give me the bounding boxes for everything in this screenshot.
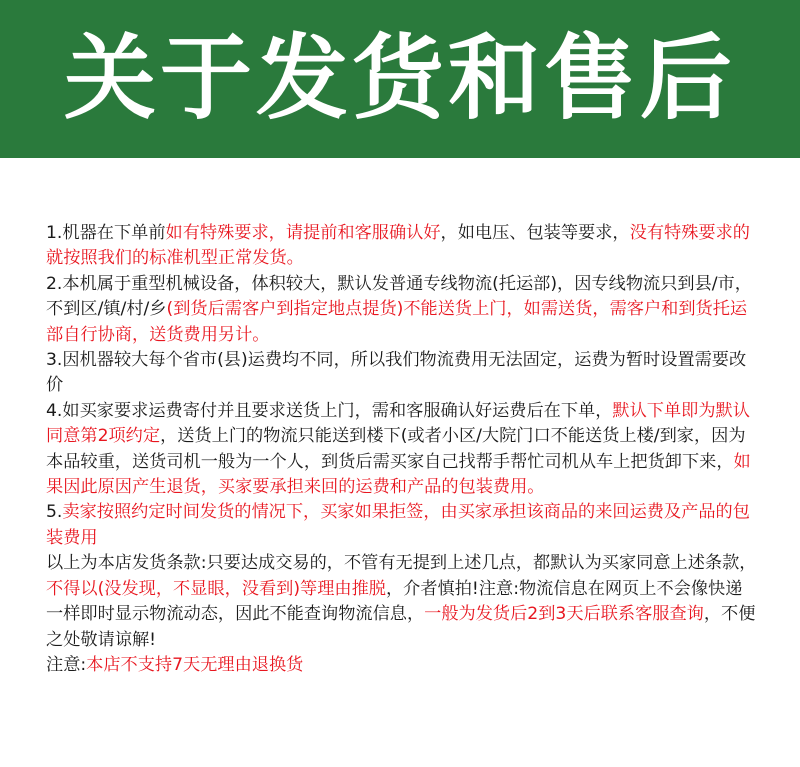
notice-summary [46,551,758,653]
notice-item-4 [46,399,758,501]
notice-item-3-text: 3.因机器较大每个省市(县)运费均不同，所以我们物流费用无法固定，运费为暂时设置需要改价 [46,350,747,396]
notice-item-4-highlight: 默认下单即为默认同意第2项约定 [46,400,750,447]
notice-summary-text-2: ，介者慎拍!注意:物流信息在网页上不会像快递一样即时显示物流动态，因此不能查询物流信息， [46,578,743,625]
notice-item-4-text-2: ，送货上门的物流只能送到楼下(或者小区/大院门口不能送货上楼/到家，因为本品较重，送货司机一般为一个人，到货后需买家自己找帮手帮忙司机从车上把货卸下来， [46,426,746,472]
notice-item-1-text-2: ，如电压、包装等要求， [440,223,630,243]
notice-item-4-highlight-2: 如果因此原因产生退货，买家要承担来回的运费和产品的包装费用。 [46,451,751,498]
notice-attention-highlight: 本店不支持7天无理由退换货 [86,654,304,675]
notice-item-2 [46,272,758,348]
notice-summary-text: 以上为本店发货条款:只要达成交易的，不管有无提到上述几点，都默认为买家同意上述条款， [46,553,757,574]
notice-summary-text-3: ，不便之处敬请谅解! [46,604,756,650]
notice-item-2-text: 2.本机属于重型机械设备，体积较大，默认发普通专线物流(托运部)，因专线物流只到县/市，不到区/镇/村/乡 [46,273,752,320]
page-title: 关于发货和售后 [63,25,736,132]
notice-item-2-highlight: (到货后需客户到指定地点提货)不能送货上门，如需送货，需客户和到货托运部自行协商，送货费用另计。 [46,299,748,345]
notice-item-5-text: 5. [46,502,63,523]
notice-item-3 [46,348,758,399]
notice-summary-highlight-2: 一般为发货后2到3天后联系客服查询 [424,604,704,625]
notice-attention [46,653,758,678]
notice-item-5-highlight: 卖家按照约定时间发货的情况下，买家如果拒签，由买家承担该商品的来回运费及产品的包装费用 [46,502,750,548]
notice-item-4-text: 4.如买家要求运费寄付并且要求送货上门，需和客服确认好运费后在下单， [46,400,613,421]
notice-item-1-highlight-2: 没有特殊要求的就按照我们的标准机型正常发货。 [46,223,750,269]
notice-item-1-text: 1.机器在下单前 [46,223,166,243]
notice-item-1 [46,221,758,272]
header-banner [0,0,800,158]
notice-item-1-highlight: 如有特殊要求，请提前和客服确认好 [165,223,441,243]
notice-summary-highlight: 不得以(没发现，不显眼，没看到)等理由推脱 [46,578,386,599]
notice-attention-label: 注意: [46,654,87,675]
shipping-notice [46,221,758,678]
notice-item-5 [46,500,758,551]
